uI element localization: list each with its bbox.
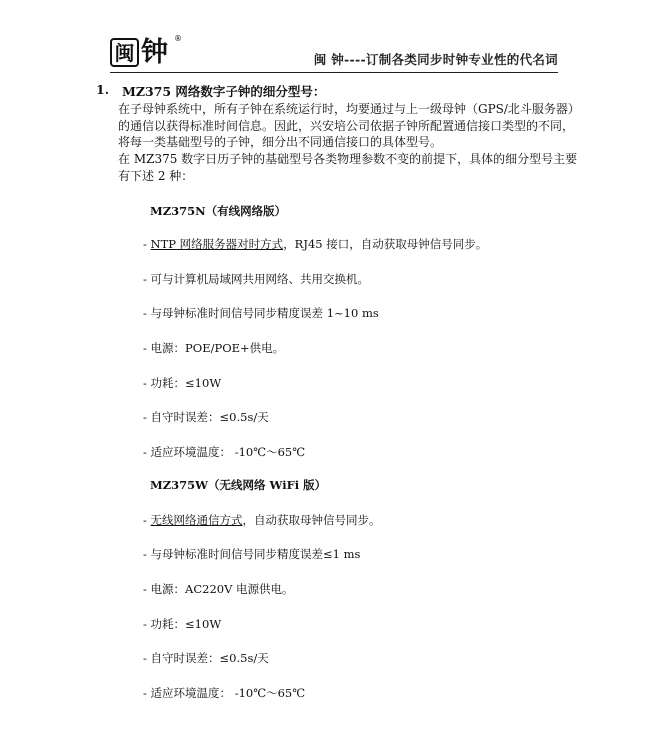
section-title: MZ375 网络数字子钟的细分型号： xyxy=(122,84,326,99)
spec-item: - 自守时误差：≤0.5s/天 xyxy=(143,651,269,665)
model-title-wifi: MZ375W（无线网络 WiFi 版） xyxy=(150,478,327,492)
company-logo xyxy=(110,34,182,68)
section-heading xyxy=(96,82,325,100)
spec-item: - 与母钟标准时间信号同步精度误差≤1 ms xyxy=(143,547,361,561)
spec-item: - NTP 网络服务器对时方式，RJ45 接口，自动获取母钟信号同步。 xyxy=(143,237,488,251)
spec-item: - 无线网络通信方式，自动获取母钟信号同步。 xyxy=(143,513,381,527)
logo-text: 钟 xyxy=(141,37,168,68)
spec-item: - 功耗：≤10W xyxy=(143,617,222,631)
spec-item: - 与母钟标准时间信号同步精度误差 1~10 ms xyxy=(143,306,379,320)
page-header xyxy=(0,0,663,80)
spec-item: - 自守时误差：≤0.5s/天 xyxy=(143,410,269,424)
intro-paragraph-2: 在 MZ375 数字日历子钟的基础型号各类物理参数不变的前提下，具体的细分型号主要有下述 2 种： xyxy=(118,152,578,183)
spec-underlined: 无线网络通信方式 xyxy=(150,513,243,527)
intro-paragraph: 在子母钟系统中，所有子钟在系统运行时，均要通过与上一级母钟（GPS/北斗服务器）的通信以获得标准时间信息。因此，兴安培公司依据子钟所配置通信接口类型的不同，将每一类基础型号的子钟，细分出不同通信接口的具体型号。 xyxy=(118,102,580,149)
spec-item: - 可与计算机局域网共用网络、共用交换机。 xyxy=(143,272,370,286)
spec-item: - 电源：POE/POE+供电。 xyxy=(143,341,285,355)
spec-item: - 功耗：≤10W xyxy=(143,376,222,390)
header-divider xyxy=(110,72,558,73)
spec-item: - 电源：AC220V 电源供电。 xyxy=(143,582,294,596)
spec-underlined: NTP 网络服务器对时方式 xyxy=(150,237,284,251)
logo-box-char: 闽 xyxy=(110,38,139,67)
section-number: 1. xyxy=(96,82,110,97)
header-slogan: 闽 钟----订制各类同步时钟专业性的代名词 xyxy=(313,52,558,67)
spec-item: - 适应环境温度： -10℃～65℃ xyxy=(143,686,306,700)
spec-item: - 适应环境温度： -10℃～65℃ xyxy=(143,445,306,459)
registered-mark: ® xyxy=(174,34,182,43)
model-title-wired: MZ375N（有线网络版） xyxy=(150,204,287,218)
